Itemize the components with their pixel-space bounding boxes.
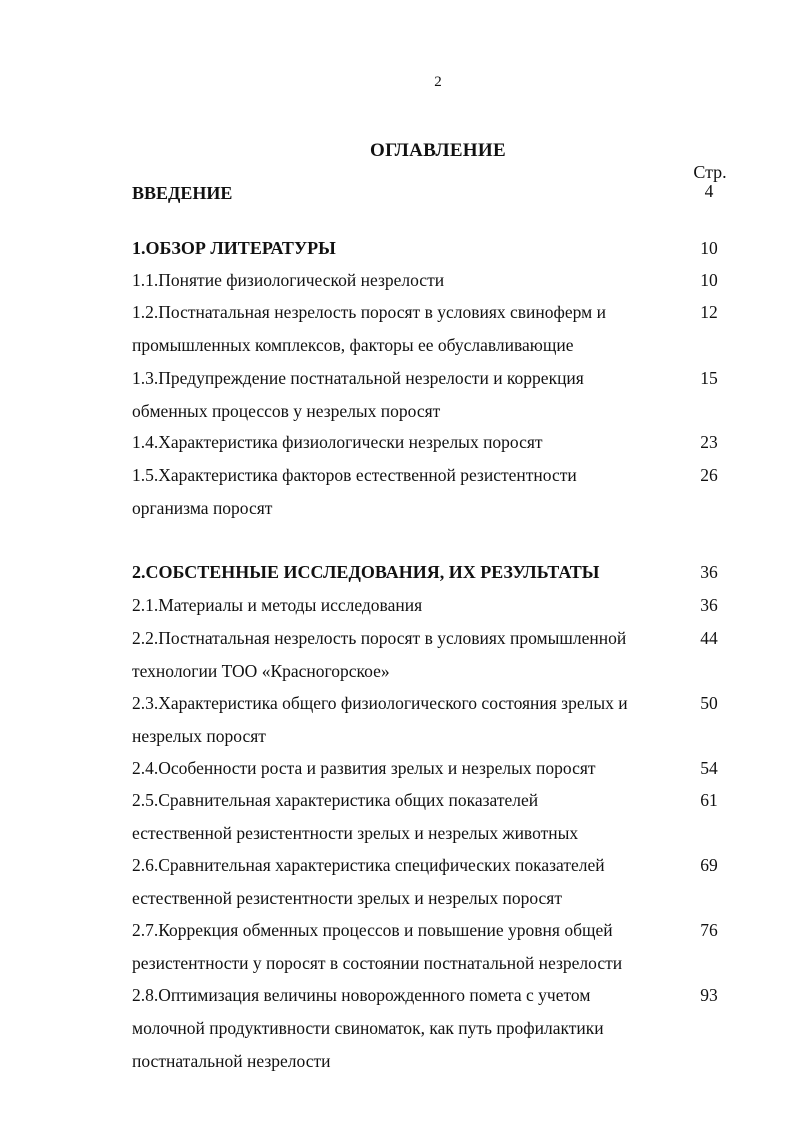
toc-entry-line: 1.4.Характеристика физиологически незрелых поросят	[132, 432, 543, 452]
toc-section-entry	[132, 562, 742, 595]
page-column-header: Стр.	[693, 162, 727, 182]
toc-entry	[132, 855, 742, 921]
toc-entry-line: 1.3.Предупреждение постнатальной незрелости и коррекция	[132, 368, 584, 388]
toc-entry-page: 26	[700, 465, 718, 485]
toc-entry	[132, 465, 742, 531]
toc-entry-line: 2.4.Особенности роста и развития зрелых и незрелых поросят	[132, 758, 596, 778]
toc-entry-line: 1.5.Характеристика факторов естественной резистентности	[132, 465, 577, 485]
toc-entry-line: 2.7.Коррекция обменных процессов и повышение уровня общей	[132, 920, 613, 940]
toc-entry-line: 2.5.Сравнительная характеристика общих показателей	[132, 790, 539, 810]
toc-entry	[132, 595, 742, 628]
toc-entry	[132, 693, 742, 759]
toc-entry	[132, 302, 742, 368]
toc-entry-line: естественной резистентности зрелых и незрелых поросят	[132, 888, 562, 908]
toc-entry-page: 10	[700, 238, 718, 258]
toc-entry-page: 76	[700, 920, 718, 940]
toc-entry-page: 69	[700, 855, 718, 875]
toc-title: ОГЛАВЛЕНИЕ	[370, 140, 506, 161]
toc-entry-line: технологии ТОО «Красногорское»	[132, 661, 390, 681]
toc-entry	[132, 628, 742, 694]
toc-section-entry	[132, 183, 742, 216]
toc-entry-line: 2.1.Материалы и методы исследования	[132, 595, 423, 615]
toc-entry-page: 61	[700, 790, 718, 810]
page-number: 2	[434, 74, 442, 90]
toc-entry-line: резистентности у поросят в состоянии постнатальной незрелости	[132, 953, 623, 973]
toc-entry-line: 2.СОБСТЕННЫЕ ИССЛЕДОВАНИЯ, ИХ РЕЗУЛЬТАТЫ	[132, 562, 600, 582]
toc-entry	[132, 920, 742, 986]
toc-entry	[132, 368, 742, 434]
toc-entry-page: 12	[700, 302, 718, 322]
toc-entry-line: молочной продуктивности свиноматок, как путь профилактики	[132, 1018, 604, 1038]
toc-entry-page: 50	[700, 693, 718, 713]
toc-entry-line: промышленных комплексов, факторы ее обуславливающие	[132, 335, 574, 355]
toc-entry-page: 93	[700, 985, 718, 1005]
toc-entry-line: 1.ОБЗОР ЛИТЕРАТУРЫ	[132, 238, 336, 258]
toc-entry-line: 1.2.Постнатальная незрелость поросят в условиях свиноферм и	[132, 302, 606, 322]
toc-entry-line: 2.3.Характеристика общего физиологического состояния зрелых и	[132, 693, 628, 713]
toc-entry-page: 10	[700, 270, 718, 290]
toc-section-entry	[132, 238, 742, 271]
toc-entry-line: незрелых поросят	[132, 726, 266, 746]
toc-entry-line: обменных процессов у незрелых поросят	[132, 401, 441, 421]
toc-entry-line: 2.2.Постнатальная незрелость поросят в условиях промышленной	[132, 628, 627, 648]
toc-entry-line: ВВЕДЕНИЕ	[132, 183, 233, 203]
toc-entry	[132, 270, 742, 303]
toc-entry-page: 44	[700, 628, 718, 648]
toc-entry-line: естественной резистентности зрелых и незрелых животных	[132, 823, 579, 843]
toc-entry-page: 23	[700, 432, 718, 452]
toc-entry	[132, 790, 742, 856]
toc-entry-line: постнатальной незрелости	[132, 1051, 331, 1071]
toc-entry	[132, 432, 742, 465]
toc-entry-page: 15	[700, 368, 718, 388]
toc-entry-page: 4	[704, 181, 714, 201]
toc-entry	[132, 985, 742, 1084]
toc-entry-page: 36	[700, 562, 718, 582]
toc-entry-page: 54	[700, 758, 718, 778]
toc-entry	[132, 758, 742, 791]
toc-entry-line: 2.8.Оптимизация величины новорожденного помета с учетом	[132, 985, 591, 1005]
toc-entry-line: 1.1.Понятие физиологической незрелости	[132, 270, 445, 290]
toc-entry-line: организма поросят	[132, 498, 273, 518]
toc-entry-page: 36	[700, 595, 718, 615]
toc-entry-line: 2.6.Сравнительная характеристика специфических показателей	[132, 855, 605, 875]
